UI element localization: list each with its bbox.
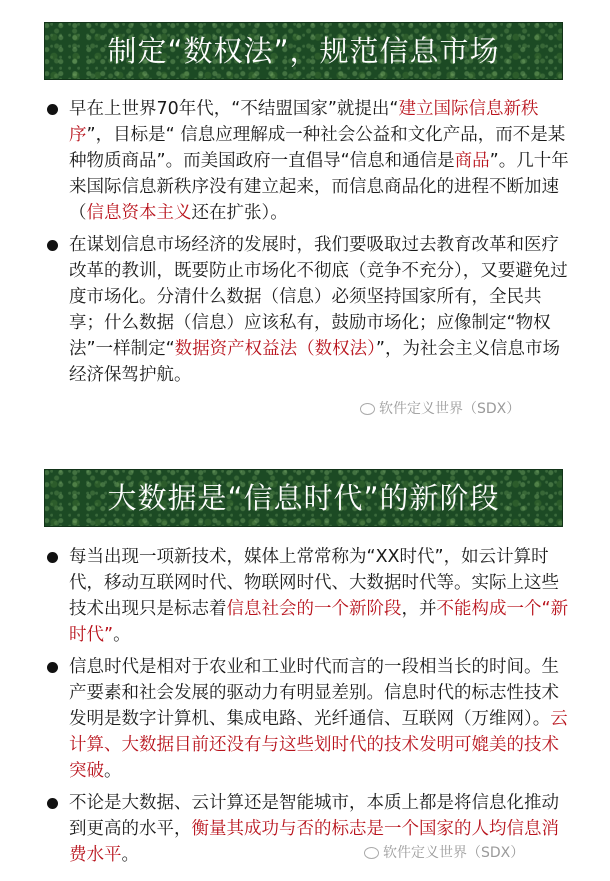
- section-title-data-rights-law: 制定“数权法”，规范信息市场: [44, 22, 563, 80]
- bullet-paragraph: [46, 96, 576, 226]
- wechat-logo-icon: [360, 403, 375, 415]
- section-title-big-data-era: 大数据是“信息时代”的新阶段: [44, 469, 563, 527]
- highlighted-text: 建立国际信息新秩序: [69, 99, 539, 145]
- paragraph-text: 信息时代是相对于农业和工业时代而言的一段相当长的时间。生产要素和社会发展的驱动力有明显差别。信息时代的标志性技术发明是数字计算机、集成电路、光纤通信、互联网（万维网）。: [69, 657, 559, 729]
- section-body-1: [46, 96, 576, 394]
- bullet-paragraph: [46, 232, 576, 388]
- paragraph-text: 。: [113, 625, 131, 645]
- highlighted-text: 数据资产权益法（数权法）: [174, 339, 376, 359]
- paragraph-text: ”。几十年来国际信息新秩序没有建立起来，而信息商品化的进程不断加速（: [69, 151, 569, 223]
- watermark: 软件定义世界（SDX）: [360, 398, 520, 418]
- highlighted-text: 云计算、大数据目前还没有与这些划时代的技术发明可媲美的技术突破: [69, 709, 568, 781]
- bullet-dot-icon: [47, 662, 58, 673]
- paragraph-text: 。: [104, 761, 122, 781]
- paragraph-text: ”，为社会主义信息市场经济保驾护航。: [69, 339, 560, 385]
- bullet-dot-icon: [47, 798, 58, 809]
- paragraph-text: 在谋划信息市场经济的发展时，我们要吸取过去教育改革和医疗改革的教训，既要防止市场化不彻底（竞争不充分），又要避免过度市场化。分清什么数据（信息）必须坚持国家所有，全民共享；什么数据（信息）应该私有，鼓励市场化；应像制定“物权法”一样制定“: [69, 235, 568, 359]
- highlighted-text: 不能构成一个“新时代”: [69, 599, 569, 645]
- paragraph-text: ”，目标是“ 信息应理解成一种社会公益和文化产品，而不是某种物质商品”。而美国政府一直倡导“信息和通信是: [69, 125, 566, 171]
- paragraph-text: 早在上世界70年代，“不结盟国家”就提出“: [69, 99, 399, 119]
- wechat-logo-icon: [364, 847, 379, 859]
- paragraph-text: 每当出现一项新技术，媒体上常常称为“XX时代”，如云计算时代，移动互联网时代、物联网时代、大数据时代等。实际上这些技术出现只是标志着: [69, 547, 559, 619]
- bullet-dot-icon: [47, 104, 58, 115]
- paragraph-text: 不论是大数据、云计算还是智能城市，本质上都是将信息化推动到更高的水平，: [69, 793, 559, 839]
- watermark: 软件定义世界（SDX）: [364, 842, 524, 862]
- bullet-dot-icon: [47, 552, 58, 563]
- paragraph-text: ，并: [401, 599, 437, 619]
- paragraph-text: 。: [121, 845, 139, 865]
- bullet-paragraph: [46, 544, 576, 648]
- section-body-2: [46, 544, 576, 874]
- highlighted-text: 信息社会的一个新阶段: [226, 599, 402, 619]
- paragraph-text: 还在扩张）。: [191, 203, 288, 223]
- highlighted-text: 衡量其成功与否的标志是一个国家的人均信息消费水平: [69, 819, 559, 865]
- bullet-dot-icon: [47, 240, 58, 251]
- highlighted-text: 信息资本主义: [86, 203, 192, 223]
- highlighted-text: 商品: [454, 151, 490, 171]
- bullet-paragraph: [46, 654, 576, 784]
